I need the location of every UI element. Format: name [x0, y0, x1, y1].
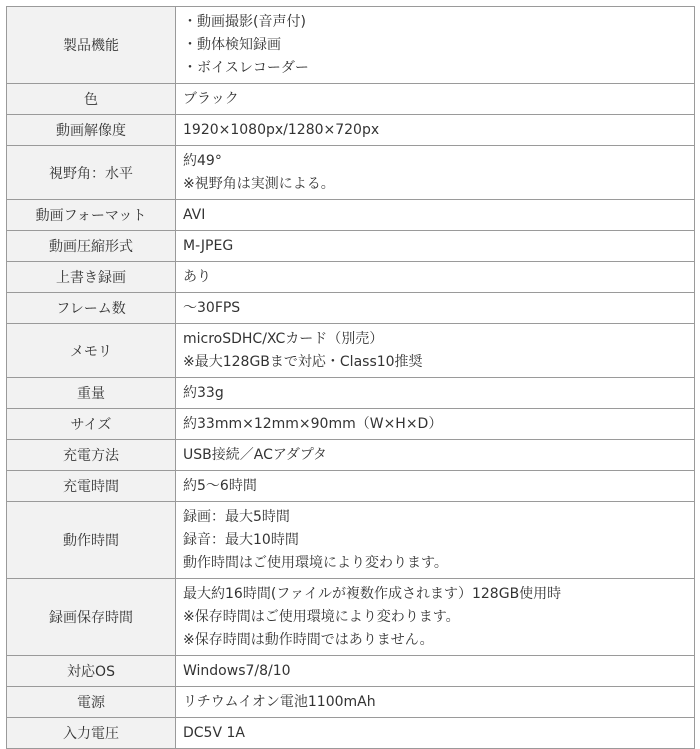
spec-label: 対応OS [7, 656, 176, 687]
spec-value-lines [183, 443, 694, 468]
spec-value [176, 409, 695, 440]
spec-value-line: ※保存時間はご使用環境により変わります。 [183, 608, 460, 625]
spec-row [7, 718, 695, 749]
spec-label: 色 [7, 84, 176, 115]
spec-label: 視野角：水平 [7, 146, 176, 200]
spec-row [7, 231, 695, 262]
spec-row [7, 656, 695, 687]
spec-value [176, 502, 695, 579]
spec-value-line: microSDHC/XCカード（別売） [183, 330, 384, 347]
spec-value-line: 動作時間はご使用環境により変わります。 [183, 554, 448, 571]
spec-value-lines [183, 87, 694, 112]
spec-row [7, 146, 695, 200]
spec-label: 充電時間 [7, 471, 176, 502]
spec-value-line: ※視野角は実測による。 [183, 175, 335, 192]
spec-row [7, 200, 695, 231]
spec-value-line: Windows7/8/10 [183, 662, 291, 679]
spec-row [7, 7, 695, 84]
spec-value-line: あり [183, 268, 211, 285]
spec-value-lines [183, 474, 694, 499]
spec-value-line: 1920×1080px/1280×720px [183, 121, 380, 138]
spec-value-line: ・動画撮影(音声付) [183, 13, 306, 30]
spec-value-line: DC5V 1A [183, 724, 245, 741]
spec-value-line: ※保存時間は動作時間ではありません。 [183, 631, 434, 648]
spec-label: 動画圧縮形式 [7, 231, 176, 262]
spec-value-lines [183, 296, 694, 321]
spec-value [176, 471, 695, 502]
spec-row [7, 502, 695, 579]
spec-value [176, 656, 695, 687]
spec-value-lines [183, 327, 694, 375]
spec-label: 製品機能 [7, 7, 176, 84]
spec-label: 上書き録画 [7, 262, 176, 293]
spec-value-lines [183, 265, 694, 290]
spec-value-line: ※最大128GBまで対応・Class10推奨 [183, 353, 423, 370]
spec-table [6, 6, 695, 749]
spec-value [176, 579, 695, 656]
spec-row [7, 324, 695, 378]
spec-row [7, 262, 695, 293]
spec-value-line: 約49° [183, 152, 222, 169]
spec-label: 動画フォーマット [7, 200, 176, 231]
spec-row [7, 409, 695, 440]
spec-value-lines [183, 721, 694, 746]
spec-value [176, 115, 695, 146]
spec-value-line: 約5～6時間 [183, 477, 257, 494]
spec-value [176, 200, 695, 231]
spec-value [176, 687, 695, 718]
spec-value-lines [183, 381, 694, 406]
spec-value-line: 録画：最大5時間 [183, 508, 290, 525]
spec-value-lines [183, 149, 694, 197]
spec-value [176, 7, 695, 84]
spec-row [7, 579, 695, 656]
spec-value-line: リチウムイオン電池1100mAh [183, 693, 376, 710]
spec-value-line: ・ボイスレコーダー [183, 59, 309, 76]
spec-value-line: AVI [183, 206, 206, 223]
spec-value [176, 146, 695, 200]
spec-value-line: 約33mm×12mm×90mm（W×H×D） [183, 415, 443, 432]
spec-label: 動作時間 [7, 502, 176, 579]
spec-label: 重量 [7, 378, 176, 409]
spec-label: メモリ [7, 324, 176, 378]
spec-label: 入力電圧 [7, 718, 176, 749]
spec-value [176, 84, 695, 115]
spec-row [7, 378, 695, 409]
spec-value [176, 378, 695, 409]
spec-value [176, 293, 695, 324]
spec-value-line: 最大約16時間(ファイルが複数作成されます）128GB使用時 [183, 585, 562, 602]
spec-value-lines [183, 690, 694, 715]
spec-value-lines [183, 10, 694, 81]
spec-value-line: 録音：最大10時間 [183, 531, 299, 548]
spec-value-lines [183, 582, 694, 653]
spec-row [7, 84, 695, 115]
spec-value-line: ～30FPS [183, 299, 241, 316]
spec-row [7, 471, 695, 502]
spec-label: 動画解像度 [7, 115, 176, 146]
spec-value-lines [183, 412, 694, 437]
spec-value-lines [183, 118, 694, 143]
spec-value-lines [183, 659, 694, 684]
spec-value [176, 440, 695, 471]
spec-value-line: M-JPEG [183, 237, 234, 254]
spec-value-lines [183, 505, 694, 576]
spec-table-body [7, 7, 695, 749]
spec-label: サイズ [7, 409, 176, 440]
spec-label: フレーム数 [7, 293, 176, 324]
spec-label: 充電方法 [7, 440, 176, 471]
spec-row [7, 687, 695, 718]
spec-row [7, 293, 695, 324]
spec-value-lines [183, 203, 694, 228]
spec-value-line: 約33g [183, 384, 224, 401]
spec-value [176, 324, 695, 378]
spec-label: 電源 [7, 687, 176, 718]
spec-value-line: USB接続／ACアダプタ [183, 446, 327, 463]
spec-value [176, 262, 695, 293]
spec-value-line: ブラック [183, 90, 239, 107]
spec-row [7, 115, 695, 146]
spec-value-line: ・動体検知録画 [183, 36, 281, 53]
spec-value-lines [183, 234, 694, 259]
spec-value [176, 718, 695, 749]
spec-row [7, 440, 695, 471]
spec-value [176, 231, 695, 262]
spec-label: 録画保存時間 [7, 579, 176, 656]
